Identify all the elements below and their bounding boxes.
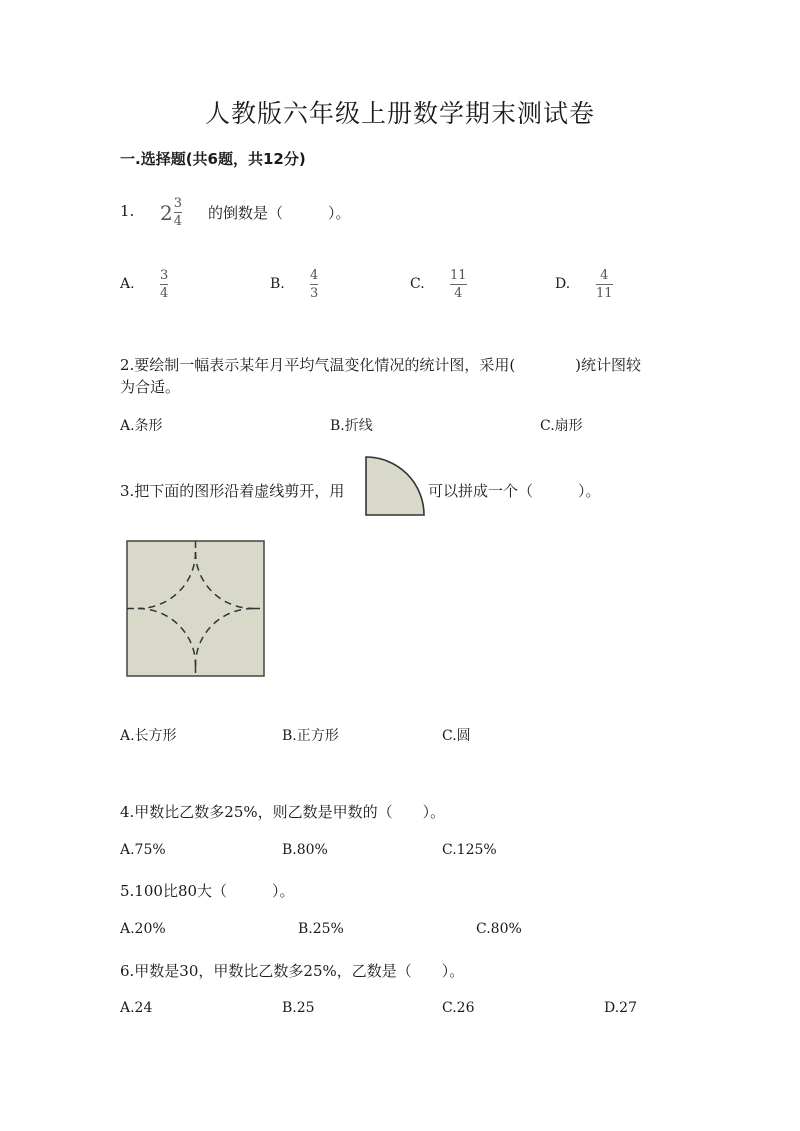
q5-option-c: C.80% bbox=[476, 921, 522, 937]
q1-option-b-fraction bbox=[310, 268, 318, 301]
q2-option-c: C.扇形 bbox=[540, 418, 583, 434]
q2-option-a: A.条形 bbox=[120, 418, 163, 434]
q6-text: 6.甲数是30，甲数比乙数多25%，乙数是（ ）。 bbox=[120, 962, 465, 980]
q6-option-c: C.26 bbox=[442, 1000, 475, 1016]
q1-fraction bbox=[174, 196, 182, 229]
q1-mixed-number bbox=[160, 196, 182, 229]
q1-option-a-den: 4 bbox=[160, 286, 169, 301]
q1-option-c-fraction bbox=[450, 268, 467, 301]
q1-text: 的倒数是（ ）。 bbox=[208, 204, 351, 222]
q5-text: 5.100比80大（ ）。 bbox=[120, 882, 295, 900]
q3-text-before: 3.把下面的图形沿着虚线剪开，用 bbox=[120, 482, 345, 500]
page-title: 人教版六年级上册数学期末测试卷 bbox=[204, 99, 595, 128]
q1-option-c-num: 11 bbox=[450, 268, 467, 283]
q1-option-c-label: C. bbox=[410, 276, 425, 292]
q2-text-line1: 2.要绘制一幅表示某年月平均气温变化情况的统计图，采用( )统计图较 bbox=[120, 356, 642, 374]
q1-option-a-num: 3 bbox=[160, 268, 169, 283]
q6-option-b: B.25 bbox=[282, 1000, 315, 1016]
q2-option-b: B.折线 bbox=[330, 418, 373, 434]
q1-option-a-fraction bbox=[160, 268, 168, 301]
q4-option-b: B.80% bbox=[282, 842, 328, 858]
q1-option-d-den: 11 bbox=[596, 286, 613, 301]
q2-text-line2: 为合适。 bbox=[120, 378, 181, 396]
q1-option-b-num: 4 bbox=[310, 268, 319, 283]
q4-option-a: A.75% bbox=[120, 842, 166, 858]
q6-option-d: D.27 bbox=[604, 1000, 637, 1016]
q5-option-b: B.25% bbox=[298, 921, 344, 937]
q1-option-d-fraction bbox=[596, 268, 613, 301]
q1-option-d-label: D. bbox=[555, 276, 571, 292]
q1-option-c-den: 4 bbox=[454, 286, 463, 301]
q1-option-b-label: B. bbox=[270, 276, 285, 292]
quarter-circle-figure bbox=[364, 455, 428, 517]
q1-option-b-den: 3 bbox=[310, 286, 319, 301]
q1-number: 1. bbox=[120, 202, 135, 220]
q4-option-c: C.125% bbox=[442, 842, 497, 858]
q1-option-a-label: A. bbox=[120, 276, 135, 292]
q3-text-after: 可以拼成一个（ ）。 bbox=[428, 482, 601, 500]
q3-option-c: C.圆 bbox=[442, 728, 471, 744]
square-dashed-arcs-figure bbox=[126, 540, 266, 678]
q1-numerator: 3 bbox=[173, 196, 183, 211]
section-heading: 一.选择题(共6题，共12分) bbox=[120, 150, 306, 168]
q1-denominator: 4 bbox=[173, 214, 183, 229]
q1-option-d-num: 4 bbox=[600, 268, 609, 283]
q5-option-a: A.20% bbox=[120, 921, 166, 937]
q3-option-b: B.正方形 bbox=[282, 728, 339, 744]
q3-option-a: A.长方形 bbox=[120, 728, 177, 744]
q1-whole: 2 bbox=[160, 200, 173, 225]
q6-option-a: A.24 bbox=[120, 1000, 153, 1016]
q4-text: 4.甲数比乙数多25%，则乙数是甲数的（ ）。 bbox=[120, 803, 446, 821]
